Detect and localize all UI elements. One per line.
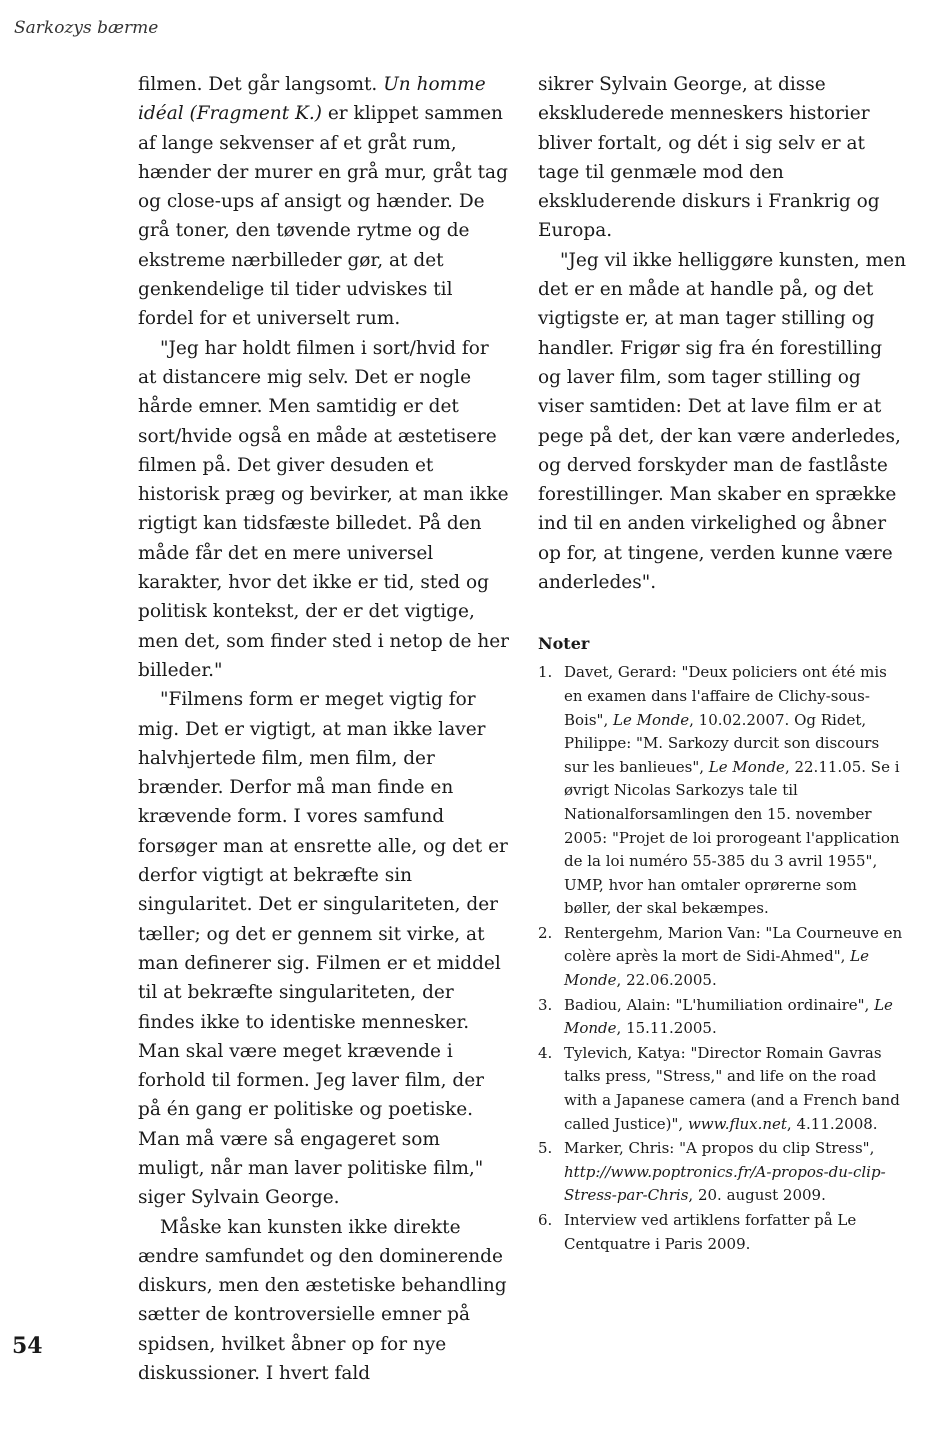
notes-heading: Noter	[538, 634, 590, 654]
note-number: 4.	[538, 1043, 553, 1062]
notes-list	[538, 661, 908, 1256]
note-item	[538, 994, 908, 1041]
note-number: 1.	[538, 663, 553, 682]
film-title: Un homme idéal (Fragment K.)	[138, 74, 486, 125]
note-number: 6.	[538, 1211, 553, 1229]
page-number: 54	[12, 1333, 43, 1359]
note-text: Badiou, Alain: "L'humiliation ordinaire", Le Monde, 15.11.2005.	[564, 995, 893, 1038]
note-number: 2.	[538, 923, 553, 942]
paragraph: sikrer Sylvain George, at disse ekskluderede menneskers historier bliver fortalt, og dét i sig selv er at tage til genmæle mod den ekskluderende diskurs i Frankrig og Europa.	[538, 74, 880, 242]
paragraph: Måske kan kunsten ikke direkte ændre samfundet og den dominerende diskurs, men den æstetiske behandling sætter de kontroversielle emner på spidsen, hvilket åbner op for nye diskussioner. I hvert fald	[138, 1216, 507, 1385]
note-text: Rentergehm, Marion Van: "La Courneuve en colère après la mort de Sidi-Ahmed", Le Monde, 22.06.2005.	[564, 923, 903, 990]
right-column	[538, 70, 908, 1257]
paragraph: "Filmens form er meget vigtig for mig. Det er vigtigt, at man ikke laver halvhjertede film, men film, der brænder. Derfor må man finde en krævende form. I vores samfund forsøger man at ensrette alle, og det er derfor vigtigt at bekræfte sin singularitet. Det er singulariteten, der tæller; og det er gennem sit virke, at man definerer sig. Filmen er et middel til at bekræfte singulariteten, der findes ikke to identiske mennesker. Man skal være meget krævende i forhold til formen. Jeg laver film, der på én gang er politiske og poetiske. Man må være så engageret som muligt, når man laver politiske film," siger Sylvain George.	[138, 689, 508, 1209]
note-text: Tylevich, Katya: "Director Romain Gavras talks press, "Stress," and life on the road with a Japanese camera (and a French band called Justice)", www.flux.net, 4.11.2008.	[564, 1043, 900, 1133]
paragraph: "Jeg vil ikke helliggøre kunsten, men det er en måde at handle på, og det vigtigste er, at man tager stilling og handler. Frigør sig fra én forestilling og laver film, som tager stilling og viser samtiden: Det at lave film er at pege på det, der kan være anderledes, og derved forskyder man de fastlåste forestillinger. Man skaber en sprække ind til en anden virkelighed og åbner op for, at tingene, verden kunne være anderledes".	[538, 249, 907, 594]
note-item	[538, 661, 908, 921]
note-number: 3.	[538, 995, 553, 1014]
running-head: Sarkozys bærme	[14, 18, 159, 38]
note-text: Marker, Chris: "A propos du clip Stress", http://www.poptronics.fr/A-propos-du-clip-Stress-par-Chris, 20. august 2009.	[564, 1139, 886, 1205]
paragraph: filmen. Det går langsomt. Un homme idéal (Fragment K.) er klippet sammen af lange sekvenser af et gråt rum, hænder der murer en grå mur, gråt tag og close-ups af ansigt og hænder. De grå toner, den tøvende rytme og de ekstreme nærbilleder gør, at det genkendelige til tider udviskes til fordel for et universelt rum.	[138, 74, 508, 330]
note-item	[538, 1209, 908, 1256]
paragraph: "Jeg har holdt filmen i sort/hvid for at distancere mig selv. Det er nogle hårde emner. Men samtidig er det sort/hvide også en måde at æstetisere filmen på. Det giver desuden et historisk præg og bevirker, at man ikke rigtigt kan tidsfæste billedet. På den måde får det en mere universel karakter, hvor det ikke er tid, sted og politisk kontekst, der er det vigtige, men det, som finder sted i netop de her billeder."	[138, 337, 510, 681]
note-item	[538, 1137, 908, 1208]
note-item	[538, 1042, 908, 1136]
note-text: Interview ved artiklens forfatter på Le Centquatre i Paris 2009.	[564, 1211, 857, 1253]
note-item	[538, 922, 908, 993]
note-text: Davet, Gerard: "Deux policiers ont été mis en examen dans l'affaire de Clichy-sous-Bois", Le Monde, 10.02.2007. Og Ridet, Philippe: "M. Sarkozy durcit son discours sur les banlieues", Le Monde, 22.11.05. Se i øvrigt Nicolas Sarkozys tale til Nationalforsamlingen den 15. november 2005: "Projet de loi prorogeant l'application de la loi numéro 55-385 du 3 avril 1955", UMP, hvor han omtaler oprørerne som bøller, der skal bekæmpes.	[564, 663, 900, 918]
note-number: 5.	[538, 1139, 553, 1158]
left-column	[138, 70, 510, 1388]
